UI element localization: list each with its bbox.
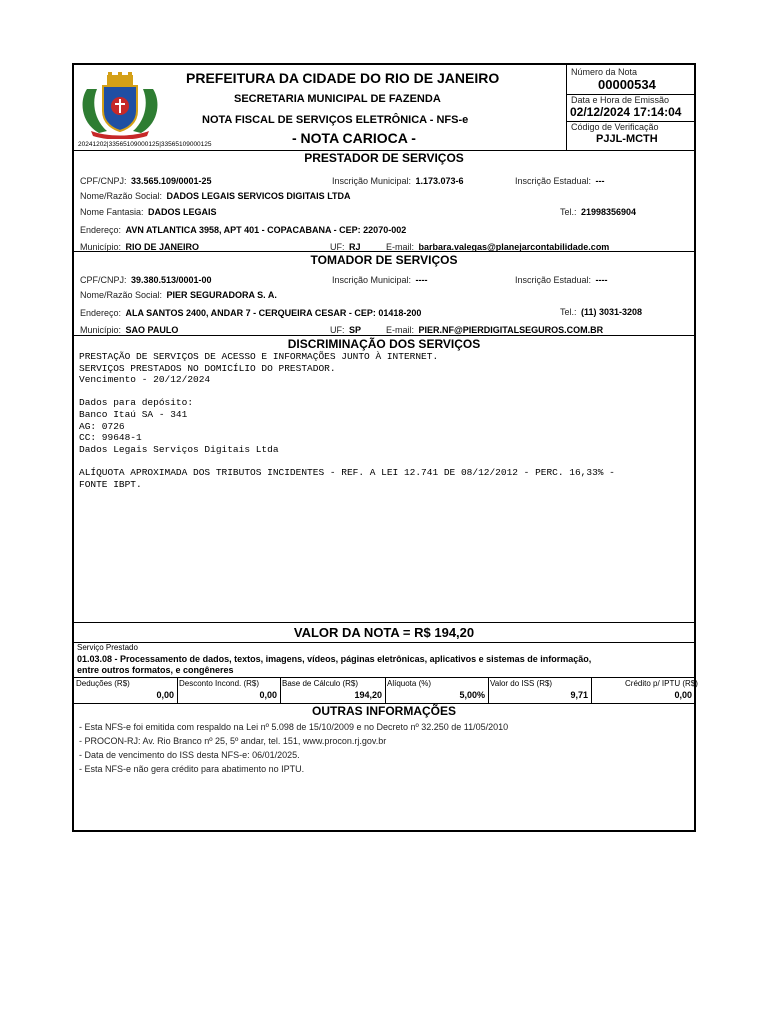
prestador-endereco-row — [80, 220, 406, 238]
valor-value: 0,00 — [674, 690, 692, 700]
numero-nota: 00000534 — [598, 77, 656, 92]
cpf-label: CPF/CNPJ: — [80, 275, 127, 285]
valor-value: 0,00 — [156, 690, 174, 700]
discriminacao-line: AG: 0726 — [79, 420, 125, 432]
servico-line-1: 01.03.08 - Processamento de dados, textos, imagens, vídeos, páginas eletrônicas, aplicativos e sistemas de informação, — [77, 654, 592, 664]
valor-cell-aliquota — [385, 677, 488, 703]
tomador-endereco-row — [80, 303, 421, 321]
discriminacao-line: Dados Legais Serviços Digitais Ltda — [79, 443, 279, 455]
prestador-email: barbara.valegas@planejarcontabilidade.com — [418, 242, 610, 252]
discriminacao-line: PRESTAÇÃO DE SERVIÇOS DE ACESSO E INFORMAÇÕES JUNTO À INTERNET. — [79, 351, 439, 362]
valor-value: 5,00% — [459, 690, 485, 700]
discriminacao-line: SERVIÇOS PRESTADOS NO DOMICÍLIO DO PRESTADOR. — [79, 362, 336, 374]
tomador-tel: (11) 3031-3208 — [580, 307, 643, 317]
tomador-im-row — [332, 270, 427, 288]
tomador-ie-row — [515, 270, 608, 288]
discriminacao-line: FONTE IBPT. — [79, 478, 142, 490]
discriminacao-line — [79, 386, 615, 398]
valores-row — [74, 677, 698, 703]
emissao-label: Data e Hora de Emissão — [571, 95, 670, 105]
verificacao-code: PJJL-MCTH — [596, 133, 658, 145]
discriminacao-text — [79, 351, 615, 490]
fantasia-label: Nome Fantasia: — [80, 207, 144, 217]
valor-label: Deduções (R$) — [76, 679, 130, 688]
tomador-endereco: ALA SANTOS 2400, ANDAR 7 - CERQUEIRA CESAR - CEP: 01418-200 — [125, 308, 422, 318]
divider — [74, 251, 694, 252]
servico-line-2: entre outros formatos, e congêneres — [77, 665, 234, 675]
email-label: E-mail: — [386, 242, 415, 252]
header-divider — [566, 65, 567, 150]
valor-value: 9,71 — [570, 690, 588, 700]
valor-value: 194,20 — [354, 690, 382, 700]
verificacao-label: Código de Verificação — [571, 122, 659, 132]
outras-line: - PROCON-RJ: Av. Rio Branco nº 25, 5º andar, tel. 151, www.procon.rj.gov.br — [79, 736, 387, 746]
valor-cell-base — [280, 677, 385, 703]
nfse-document — [72, 63, 696, 832]
divider — [74, 622, 694, 623]
uf-label: UF: — [330, 325, 345, 335]
servico-label: Serviço Prestado — [77, 643, 138, 652]
emissao-datetime: 02/12/2024 17:14:04 — [570, 105, 682, 119]
discriminacao-line: Dados para depósito: — [79, 397, 194, 409]
discriminacao-line: Banco Itaú SA - 341 — [79, 408, 188, 420]
outras-line: - Esta NFS-e foi emitida com respaldo na Lei nº 5.098 de 15/10/2009 e no Decreto nº 32.250 de 11/05/2010 — [79, 722, 509, 732]
outras-list — [79, 720, 508, 776]
tel-label: Tel.: — [560, 307, 577, 317]
valor-label: Alíquota (%) — [387, 679, 432, 688]
discriminacao-title: DISCRIMINAÇÃO DOS SERVIÇOS — [287, 337, 481, 351]
divider — [74, 335, 694, 336]
uf-label: UF: — [330, 242, 345, 252]
nota-carioca-title: - NOTA CARIOCA - — [292, 130, 416, 146]
valor-label: Valor do ISS (R$) — [490, 679, 553, 688]
municipio-label: Município: — [80, 325, 122, 335]
tomador-razao-row — [80, 285, 277, 303]
tomador-ie: ---- — [595, 275, 608, 285]
valor-value: 0,00 — [259, 690, 277, 700]
discriminacao-line: ALÍQUOTA APROXIMADA DOS TRIBUTOS INCIDENTES - REF. A LEI 12.741 DE 08/12/2012 - PERC. 16,33% - — [79, 466, 615, 478]
nfse-type-title: NOTA FISCAL DE SERVIÇOS ELETRÔNICA - NFS-e — [202, 114, 469, 126]
prestador-im-row — [332, 171, 464, 189]
razao-label: Nome/Razão Social: — [80, 191, 163, 201]
outras-line: - Esta NFS-e não gera crédito para abatimento no IPTU. — [79, 764, 305, 774]
valor-nota: VALOR DA NOTA = R$ 194,20 — [293, 625, 475, 640]
outras-title: OUTRAS INFORMAÇÕES — [312, 704, 456, 718]
prestador-cpf: 33.565.109/0001-25 — [130, 176, 212, 186]
valor-cell-iss — [488, 677, 591, 703]
prestador-razao: DADOS LEGAIS SERVICOS DIGITAIS LTDA — [166, 191, 351, 201]
ie-label: Inscrição Estadual: — [515, 275, 592, 285]
numero-label: Número da Nota — [571, 67, 638, 77]
tomador-municipio: SAO PAULO — [125, 325, 179, 335]
valor-label: Base de Cálculo (R$) — [282, 679, 359, 688]
city-coat-of-arms-logo — [77, 71, 163, 139]
prestador-ie: --- — [595, 176, 605, 186]
tel-label: Tel.: — [560, 207, 577, 217]
discriminacao-line: CC: 99648-1 — [79, 432, 142, 444]
prestador-fantasia-row — [80, 202, 217, 220]
im-label: Inscrição Municipal: — [332, 176, 412, 186]
tomador-uf: SP — [348, 325, 361, 335]
prestador-municipio: RIO DE JANEIRO — [125, 242, 199, 252]
prestador-tel: 21998356904 — [580, 207, 637, 217]
divider — [74, 642, 694, 643]
endereco-label: Endereço: — [80, 308, 122, 318]
tomador-im: ---- — [415, 275, 428, 285]
razao-label: Nome/Razão Social: — [80, 290, 163, 300]
prestador-tel-row — [560, 202, 636, 220]
city-hall-title: PREFEITURA DA CIDADE DO RIO DE JANEIRO — [186, 70, 500, 86]
valor-cell-deducoes — [74, 677, 177, 703]
prestador-ie-row — [515, 171, 605, 189]
tomador-tel-row — [560, 302, 642, 320]
secretaria-title: SECRETARIA MUNICIPAL DE FAZENDA — [234, 93, 441, 105]
valor-label: Desconto Incond. (R$) — [179, 679, 260, 688]
barcode-text: 20241202|33565109000125|33565109000125 — [78, 141, 212, 148]
tomador-email: PIER.NF@PIERDIGITALSEGUROS.COM.BR — [418, 325, 604, 335]
municipio-label: Município: — [80, 242, 122, 252]
prestador-uf: RJ — [348, 242, 361, 252]
prestador-title: PRESTADOR DE SERVIÇOS — [304, 151, 464, 165]
cpf-label: CPF/CNPJ: — [80, 176, 127, 186]
ie-label: Inscrição Estadual: — [515, 176, 592, 186]
valor-cell-desconto — [177, 677, 280, 703]
discriminacao-line — [79, 455, 615, 467]
tomador-cpf: 39.380.513/0001-00 — [130, 275, 212, 285]
im-label: Inscrição Municipal: — [332, 275, 412, 285]
prestador-endereco: AVN ATLANTICA 3958, APT 401 - COPACABANA - CEP: 22070-002 — [125, 225, 407, 235]
tomador-title: TOMADOR DE SERVIÇOS — [310, 253, 458, 267]
valor-cell-iptu — [591, 677, 698, 703]
outras-line: - Data de vencimento do ISS desta NFS-e: 06/01/2025. — [79, 750, 300, 760]
tomador-razao: PIER SEGURADORA S. A. — [166, 290, 277, 300]
prestador-im: 1.173.073-6 — [415, 176, 464, 186]
email-label: E-mail: — [386, 325, 415, 335]
discriminacao-line: Vencimento - 20/12/2024 — [79, 374, 211, 386]
valor-label: Crédito p/ IPTU (R$) — [625, 679, 698, 688]
prestador-fantasia: DADOS LEGAIS — [147, 207, 217, 217]
endereco-label: Endereço: — [80, 225, 122, 235]
